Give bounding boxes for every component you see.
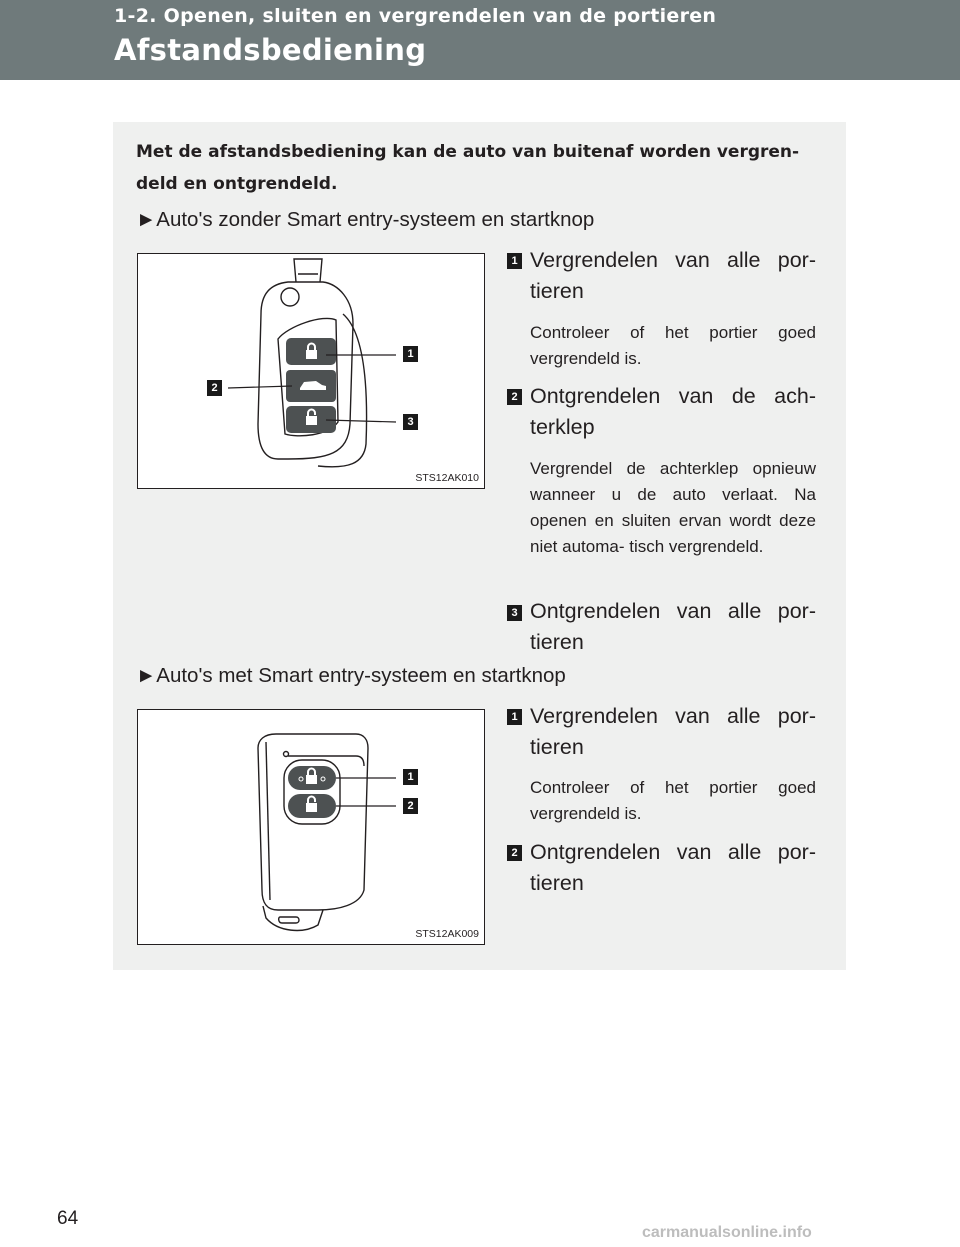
item-heading: Vergrendelen van alle por- tieren <box>530 704 816 759</box>
item-heading: Ontgrendelen van de ach- terklep <box>530 384 816 439</box>
item-badge-2: 2 <box>507 389 522 405</box>
figure-code: STS12AK010 <box>415 472 479 484</box>
item-description: Vergrendel de achterklep opnieuw wanneer u de auto verlaat. Na openen en sluiten ervan wordt deze niet automa- tisch vergrendeld. <box>530 459 816 556</box>
section-title: 1-2. Openen, sluiten en vergrendelen van de portieren <box>114 5 717 27</box>
figure-code: STS12AK009 <box>415 928 479 940</box>
item-description: Controleer of het portier goed vergrendeld is. <box>530 778 816 823</box>
item-heading: Vergrendelen van alle por- tieren <box>530 248 816 303</box>
smart-key-illustration <box>138 710 486 946</box>
flip-key-illustration <box>138 254 486 490</box>
item-description: Controleer of het portier goed vergrendeld is. <box>530 323 816 368</box>
callout-1: 1 <box>403 769 418 785</box>
section-heading-with-smart-entry: ►Auto's met Smart entry-systeem en startknop <box>136 664 566 687</box>
callout-2: 2 <box>207 380 222 396</box>
figure-smart-key <box>137 709 485 945</box>
page-number: 64 <box>57 1208 79 1229</box>
item-heading: Ontgrendelen van alle por- tieren <box>530 599 816 654</box>
figure-flip-key <box>137 253 485 489</box>
page-header <box>0 0 960 80</box>
callout-1: 1 <box>403 346 418 362</box>
callout-3: 3 <box>403 414 418 430</box>
watermark: carmanualsonline.info <box>642 1224 812 1241</box>
item-badge-1: 1 <box>507 253 522 269</box>
item-badge-3: 3 <box>507 605 522 621</box>
section-heading-without-smart-entry: ►Auto's zonder Smart entry-systeem en startknop <box>136 208 595 231</box>
page-title: Afstandsbediening <box>114 33 427 67</box>
callout-2: 2 <box>403 798 418 814</box>
intro-text: Met de afstandsbediening kan de auto van buitenaf worden vergren- deld en ontgrendeld. <box>136 142 800 194</box>
item-badge-1: 1 <box>507 709 522 725</box>
item-heading: Ontgrendelen van alle por- tieren <box>530 840 816 895</box>
item-badge-2: 2 <box>507 845 522 861</box>
